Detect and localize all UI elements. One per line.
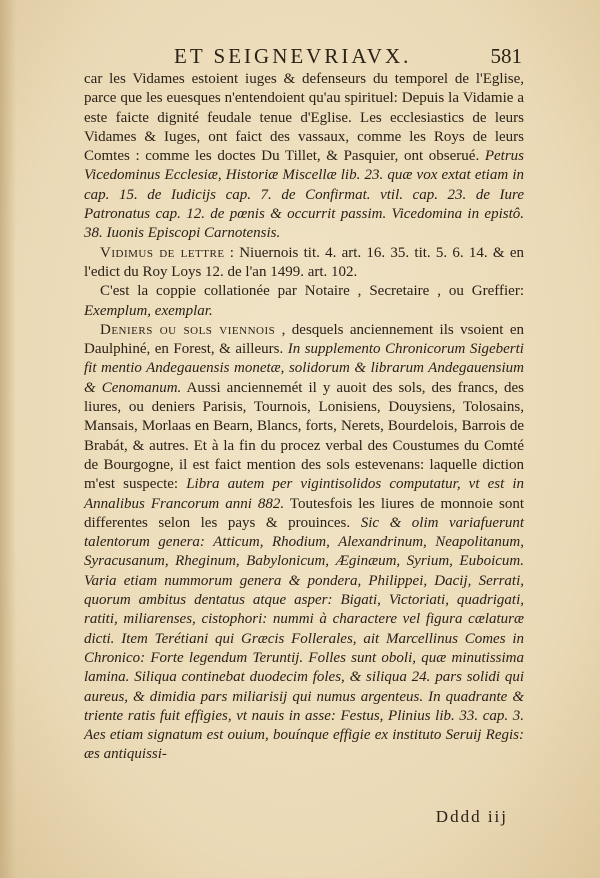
paragraph	[84, 321, 524, 765]
paragraph	[84, 282, 524, 321]
text-run: Aussi anciennemét il y auoit des sols, des francs, des liures, ou deniers Parisis, Tournois, Lonisiens, Douysiens, Tolosains, Mansais, Morlaas en Bearn, Blancs, forts, Nerets, Bourdelois, Barrois de Brabát, & autres. Et à la fin du procez verbal des Coustumes du Comté de Bourgogne, il est faict mention des sols estevenans: laquelle diction m'est suspecte:	[84, 379, 525, 493]
latin-citation: Petrus Vicedominus Ecclesiæ, Historiæ Miscellæ lib. 23. quæ vox extat etiam in cap. 15. de Iudicijs cap. 7. de Confirmat. vtil. cap. 23. de Iure Patronatus cap. 12. de pœnis & occurrit passim. Vicedomina in epistô. 38. Iuonis Episcopi Carnotensis.	[84, 148, 524, 242]
text-run: Toutesfois les liures de monnoie sont differentes selon les pays & prouinces.	[84, 495, 524, 531]
page-edge-shadow	[0, 0, 16, 878]
text-run: : Niuernois tit. 4. art. 16. 35. tit. 5. 6. 14. & en l'edict du Roy Loys 12. de l'an 1499. art. 102.	[84, 244, 524, 280]
text-run: car les Vidames estoient iuges & defenseurs du temporel de l'Eglise, parce que les euesques n'entendoient qu'au spirituel: Depuis la Vidamie a este faicte dignité feudale tenue d'Eglise. Les ecclesiastics de leurs Vidames & Iuges, ont faict des vassaux, comme les Roys de leurs Comtes : comme les doctes Du Tillet, & Pasquier, ont obserué.	[84, 71, 524, 165]
running-head: ET SEIGNEVRIAVX.	[174, 44, 412, 68]
entry-headword: Vidimus de lettre	[100, 244, 225, 261]
paragraph	[84, 244, 524, 283]
latin-citation: In supplemento Chronicorum Sigeberti fit mentio Andegauensis monetæ, solidorum & librarum Andegauensium & Cenomanum.	[84, 341, 524, 396]
latin-citation: Sic & olim variafuerunt talentorum genera: Atticum, Rhodium, Alexandrinum, Neapolitanum, Syracusanum, Rheginum, Babylonicum, Æginæum, Syrium, Euboicum. Varia etiam nummorum genera & pondera, Philippei, Dacij, Serrati, quorum ambitus dentatus atque asper: Bigati, Victoriati, quadrigati, ratiti, miliarenses, cistophori: nummi à charactere vel figura cælaturæ dicti. Item Terétiani qui Græcis Follerales, ait Marcellinus Comes in Chronico: Forte legendum Teruntij. Folles sunt oboli, quæ minutissima lamina. Siliqua continebat duodecim foles, & siliqua 24. pars solidi qui aureus, & dimidia pars miliarisij qui numus argenteus. In quadrante & triente ratis fuit effigies, vt nauis in asse: Festus, Plinius lib. 33. cap. 3. Aes etiam signatum est ouium, bouínque effigie ex instituto Seruij Regis: æs antiquissi-	[84, 514, 524, 763]
text-run: , desquels anciennement ils vsoient en Daulphiné, en Forest, & ailleurs.	[84, 321, 524, 358]
latin-citation: Libra autem per vigintisolidos computatur, vt est in Annalibus Francorum anni 882.	[84, 476, 525, 512]
page-number: 581	[490, 44, 522, 68]
body-text	[84, 70, 524, 765]
entry-headword: Deniers ou sols viennois	[100, 321, 276, 338]
text-run: C'est la coppie collationée par Notaire , Secretaire , ou Greffier:	[100, 283, 524, 300]
paragraph	[84, 70, 524, 244]
latin-citation: Exemplum, exemplar.	[84, 302, 213, 319]
signature-mark: Dddd iij	[435, 807, 508, 826]
page-header	[84, 44, 522, 70]
